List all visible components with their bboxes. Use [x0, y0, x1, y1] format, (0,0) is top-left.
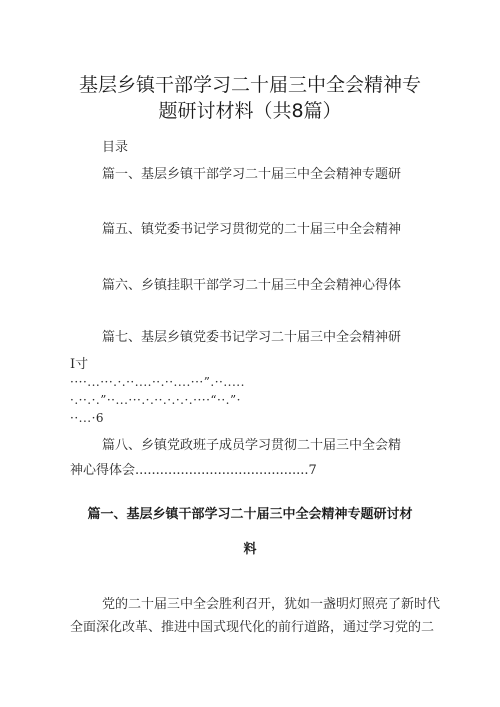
toc-item-7-continuation: I寸	[70, 357, 89, 372]
document-title-line1: 基层乡镇干部学习二十届三中全会精神专	[78, 74, 421, 96]
toc-item-8[interactable]: 篇八、乡镇党政班子成员学习贯彻二十届三中全会精	[102, 438, 402, 453]
toc-item-1[interactable]: 篇一、基层乡镇干部学习二十届三中全会精神专题研	[102, 167, 402, 182]
body-paragraph-line1: 党的二十届三中全会胜利召开，犹如一盏明灯照亮了新时代	[102, 597, 441, 612]
toc-heading: 目录	[102, 140, 129, 155]
body-paragraph-line2: 全面深化改革、推进中国式现代化的前行道路，通过学习党的二	[70, 620, 435, 635]
toc-item-5[interactable]: 篇五、镇党委书记学习贯彻党的二十届三中全会精神	[102, 222, 402, 237]
toc-item-8-continuation: 神心得体会..........................................7	[70, 463, 317, 478]
toc-item-6[interactable]: 篇六、乡镇挂职干部学习二十届三中全会精神心得体	[102, 278, 402, 293]
section-title-line2: 料	[243, 542, 257, 557]
section-title-line1: 篇一、基层乡镇干部学习二十届三中全会精神专题研讨材	[87, 507, 413, 522]
document-title-line2: 题研讨材料（共8篇）	[158, 100, 342, 122]
toc-item-7[interactable]: 篇七、基层乡镇党委书记学习二十届三中全会精神研	[102, 330, 402, 345]
toc-leader-dots-3: ··...·6	[70, 411, 105, 425]
toc-leader-dots-2: ·.··.·.”··...···.·.··.·.·.·.····“··.”·	[70, 393, 241, 407]
toc-leader-dots-1: ····...···.·.··....··.··....···”.··.....	[70, 375, 245, 389]
